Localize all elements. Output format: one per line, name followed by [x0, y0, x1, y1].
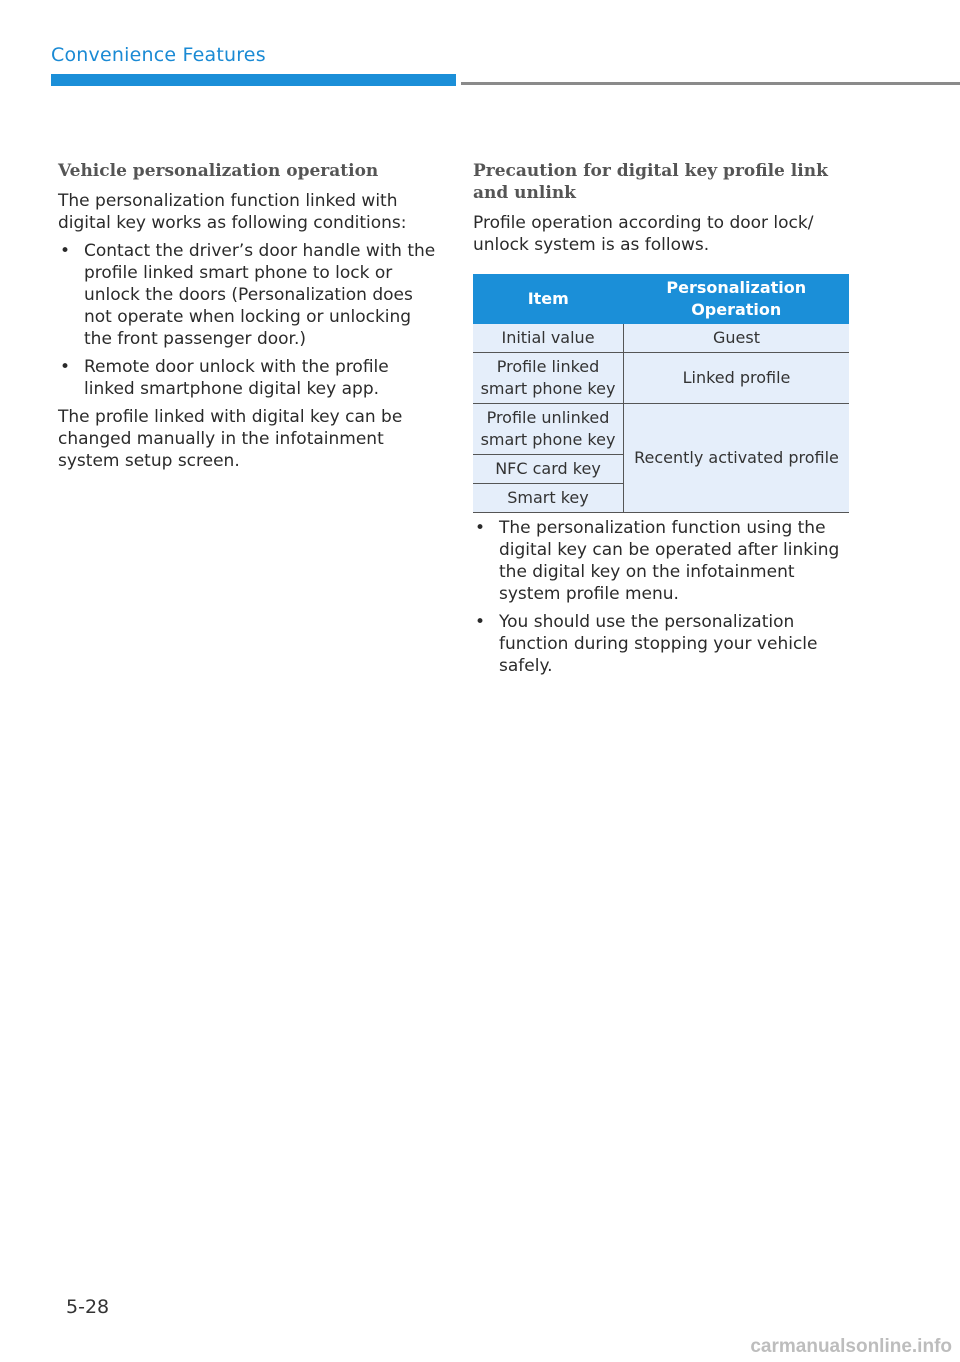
column-header-operation: Personalization Operation — [624, 274, 850, 324]
bullet-icon: • — [60, 357, 71, 377]
precaution-heading: Precaution for digital key profile link and unlink — [473, 161, 828, 203]
bullet-text: Remote door unlock with the profile linked smartphone digital key app. — [84, 357, 389, 399]
table-row — [473, 404, 849, 455]
profile-operation-table — [473, 274, 849, 513]
table-row — [473, 324, 849, 353]
left-intro-paragraph: The personalization function linked with digital key works as following conditions: — [58, 191, 407, 233]
vehicle-personalization-heading: Vehicle personalization operation — [58, 161, 379, 181]
left-column — [58, 160, 438, 478]
bullet-icon: • — [60, 241, 71, 261]
table-cell-item: Profile linked smart phone key — [473, 353, 624, 404]
table-cell-operation: Linked profile — [624, 353, 850, 404]
bullet-text: Contact the driver’s door handle with the profile linked smart phone to lock or unlock the doors (Personalization does not operate when locking or unlocking the front passenger door.) — [84, 241, 436, 349]
table-row — [473, 353, 849, 404]
table-cell-item: Profile unlinked smart phone key — [473, 404, 624, 455]
bullet-text: The personalization function using the digital key can be operated after linking the digital key on the infotainment system profile menu. — [499, 518, 840, 604]
left-bullet-list — [58, 240, 438, 400]
table-cell-item: Initial value — [473, 324, 624, 353]
left-outro-paragraph: The profile linked with digital key can be changed manually in the infotainment system setup screen. — [58, 407, 403, 471]
right-intro-paragraph: Profile operation according to door lock/ unlock system is as follows. — [473, 213, 814, 255]
list-item — [58, 356, 438, 400]
table-cell-operation: Recently activated profile — [624, 404, 850, 513]
table-cell-item: NFC card key — [473, 455, 624, 484]
header-bar-rule — [461, 82, 960, 85]
list-item — [473, 611, 851, 677]
bullet-icon: • — [475, 612, 486, 632]
watermark: carmanualsonline.info — [750, 1336, 952, 1357]
right-bullet-list — [473, 517, 851, 677]
table-header-row — [473, 274, 849, 324]
table-cell-operation: Guest — [624, 324, 850, 353]
page-number: 5-28 — [66, 1296, 110, 1318]
section-title: Convenience Features — [51, 44, 266, 66]
bullet-text: You should use the personalization function during stopping your vehicle safely. — [499, 612, 818, 676]
list-item — [58, 240, 438, 350]
header-bar-accent — [51, 74, 456, 86]
table-cell-item: Smart key — [473, 484, 624, 513]
bullet-icon: • — [475, 518, 486, 538]
right-column — [473, 160, 851, 683]
column-header-item: Item — [473, 274, 624, 324]
list-item — [473, 517, 851, 605]
